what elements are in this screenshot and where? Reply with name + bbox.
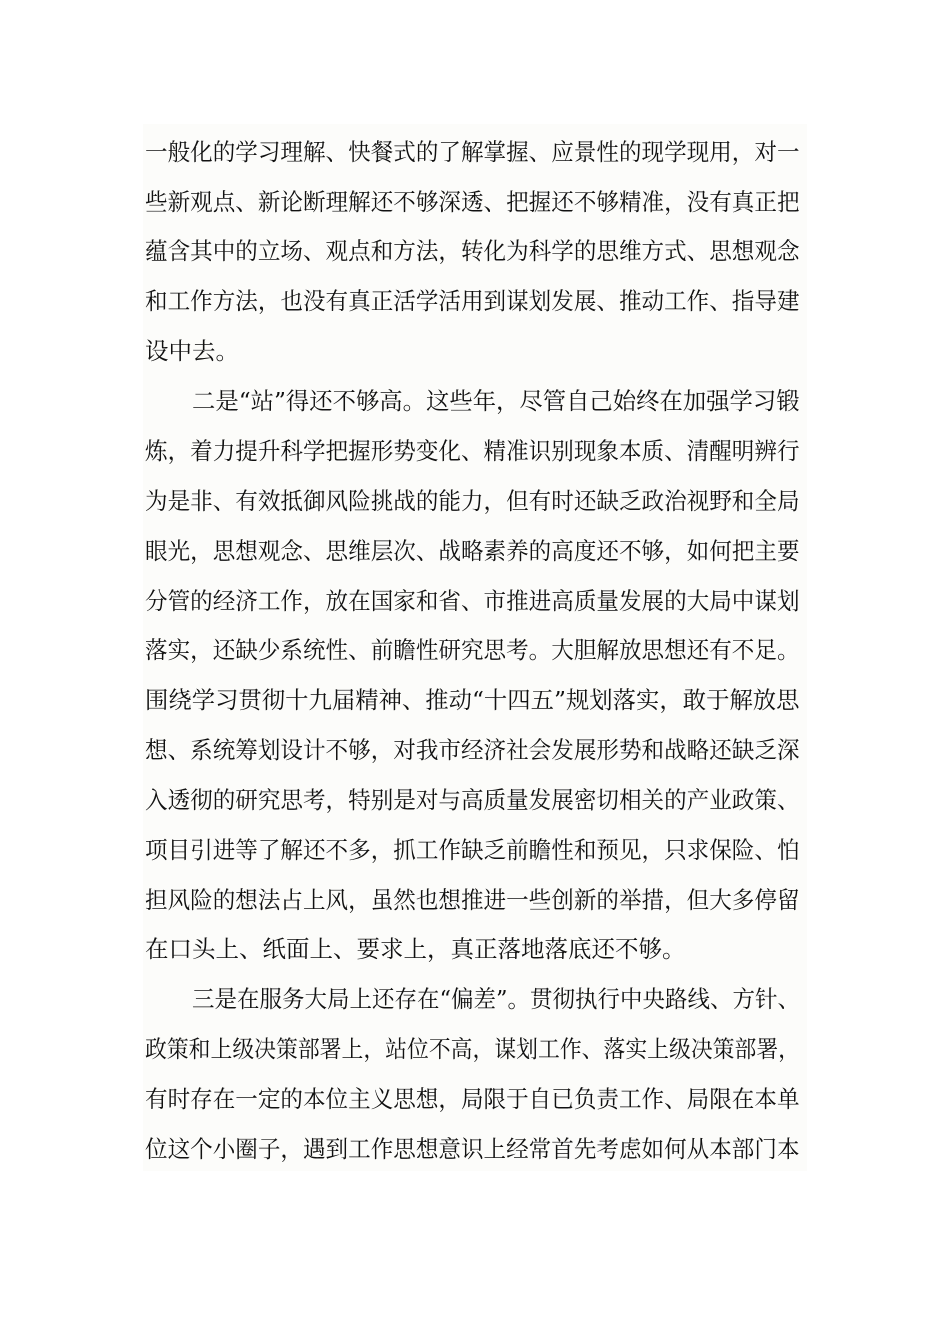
text-line: 围绕学习贯彻十九届精神、推动“十四五”规划落实，敢于解放思 — [145, 686, 800, 714]
text-line: 分管的经济工作，放在国家和省、市推进高质量发展的大局中谋划 — [145, 587, 800, 615]
paragraph-start-line: 三是在服务大局上还存在“偏差”。贯彻执行中央路线、方针、 — [192, 985, 801, 1013]
text-line: 蕴含其中的立场、观点和方法，转化为科学的思维方式、思想观念 — [145, 237, 800, 265]
text-line: 想、系统筹划设计不够，对我市经济社会发展形势和战略还缺乏深 — [145, 736, 800, 764]
text-line: 位这个小圈子，遇到工作思想意识上经常首先考虑如何从本部门本 — [145, 1135, 800, 1163]
text-line: 为是非、有效抵御风险挑战的能力，但有时还缺乏政治视野和全局 — [145, 487, 800, 515]
text-line: 有时存在一定的本位主义思想，局限于自已负责工作、局限在本单 — [145, 1085, 800, 1113]
text-line: 眼光，思想观念、思维层次、战略素养的高度还不够，如何把主要 — [145, 537, 800, 565]
text-line: 项目引进等了解还不多，抓工作缺乏前瞻性和预见，只求保险、怕 — [145, 836, 800, 864]
text-line: 一般化的学习理解、快餐式的了解掌握、应景性的现学现用，对一 — [145, 138, 800, 166]
text-line: 和工作方法，也没有真正活学活用到谋划发展、推动工作、指导建 — [145, 287, 800, 315]
text-line: 炼，着力提升科学把握形势变化、精准识别现象本质、清醒明辨行 — [145, 437, 800, 465]
text-line: 担风险的想法占上风，虽然也想推进一些创新的举措，但大多停留 — [145, 886, 800, 914]
text-line: 落实，还缺少系统性、前瞻性研究思考。大胆解放思想还有不足。 — [145, 636, 800, 664]
text-line: 在口头上、纸面上、要求上，真正落地落底还不够。 — [145, 935, 686, 963]
paragraph-start-line: 二是“站”得还不够高。这些年，尽管自己始终在加强学习锻 — [192, 387, 800, 415]
text-line: 入透彻的研究思考，特别是对与高质量发展密切相关的产业政策、 — [145, 786, 800, 814]
text-line: 设中去。 — [145, 337, 239, 365]
text-line: 些新观点、新论断理解还不够深透、把握还不够精准，没有真正把 — [145, 188, 800, 216]
text-line: 政策和上级决策部署上，站位不高，谋划工作、落实上级决策部署， — [145, 1035, 801, 1063]
